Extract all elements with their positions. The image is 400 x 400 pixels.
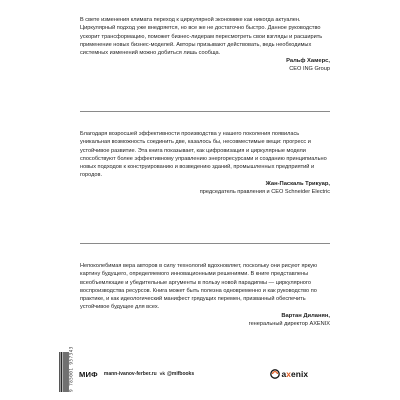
- endorsement-quote-1: [80, 16, 330, 73]
- quote-author-role: генеральный директор AXENIX: [248, 320, 330, 327]
- endorsement-quote-3: [80, 262, 330, 328]
- quote-author: Вартан Диланян,: [281, 312, 330, 319]
- endorsement-quote-2: [80, 130, 330, 196]
- quote-text: Непоколебимая вера авторов в силу технологий вдохновляет, поскольку они рисуют яркую картину будущего, определяемого инновационными решениями. В книге представлены всеобъемлющие и убедительные аргументы в пользу новой парадигмы — циркулярного воспроизводства ресурсов. Книга может быть полезна одновременно и как руководство по практике, и как идеологический манифест грядущих перемен, призванный обеспечить устойчивое будущее для всех.: [80, 263, 318, 311]
- quote-author-role: председатель правления и CEO Schneider Electric: [199, 188, 330, 195]
- publisher-block: [79, 369, 194, 379]
- quote-author: Ральф Хамерс,: [286, 58, 330, 65]
- social-handle-link[interactable]: @mifbooks: [167, 371, 195, 377]
- quote-author: Жан-Паскаль Трикуар,: [265, 180, 330, 187]
- publisher-website-link[interactable]: mann-ivanov-ferber.ru: [103, 371, 157, 377]
- quote-signature: [80, 180, 330, 196]
- barcode-number-label: [69, 346, 75, 392]
- divider: [80, 111, 330, 112]
- vk-icon: vk: [159, 371, 166, 377]
- cover-footer: [55, 346, 347, 392]
- quote-signature: [80, 312, 330, 328]
- barcode: [59, 352, 69, 392]
- partner-logo: [270, 368, 308, 379]
- publisher-logo: МИФ: [79, 369, 98, 379]
- divider: [80, 243, 330, 244]
- quote-text: Благодаря возросшей эффективности производства у нашего поколения появилась уникальная возможность соединить две, казалось бы, несовместимые вещи: прогресс и устойчивое развитие. Эта книга показывает, как цифровизация и циркулярные модели способствуют более эффективному управлению энергоресурсами и созданию принципиально новых подходов к конструированию и возведению зданий, промышленных предприятий и городов.: [80, 131, 327, 179]
- quote-text: В свете изменения климата переход к циркулярной экономике как никогда актуален. Циркулярный подход уже внедряется, но все же не достаточно быстро. Данное руководство ускорит трансформацию, поможет бизнес-лидерам пересмотреть свои взгляды и расширить применение новых бизнес-моделей. Авторы призывают действовать, ведь необходимых системных изменений можно добиться лишь сообща.: [80, 17, 323, 57]
- quote-author-role: CEO ING Group: [289, 66, 330, 73]
- barcode-number: 9 785001 957343: [69, 346, 75, 392]
- book-back-cover: [55, 0, 347, 400]
- axenix-logo-icon: [270, 369, 280, 379]
- quote-signature: [80, 57, 330, 73]
- partner-logo-text: axenix: [281, 368, 309, 379]
